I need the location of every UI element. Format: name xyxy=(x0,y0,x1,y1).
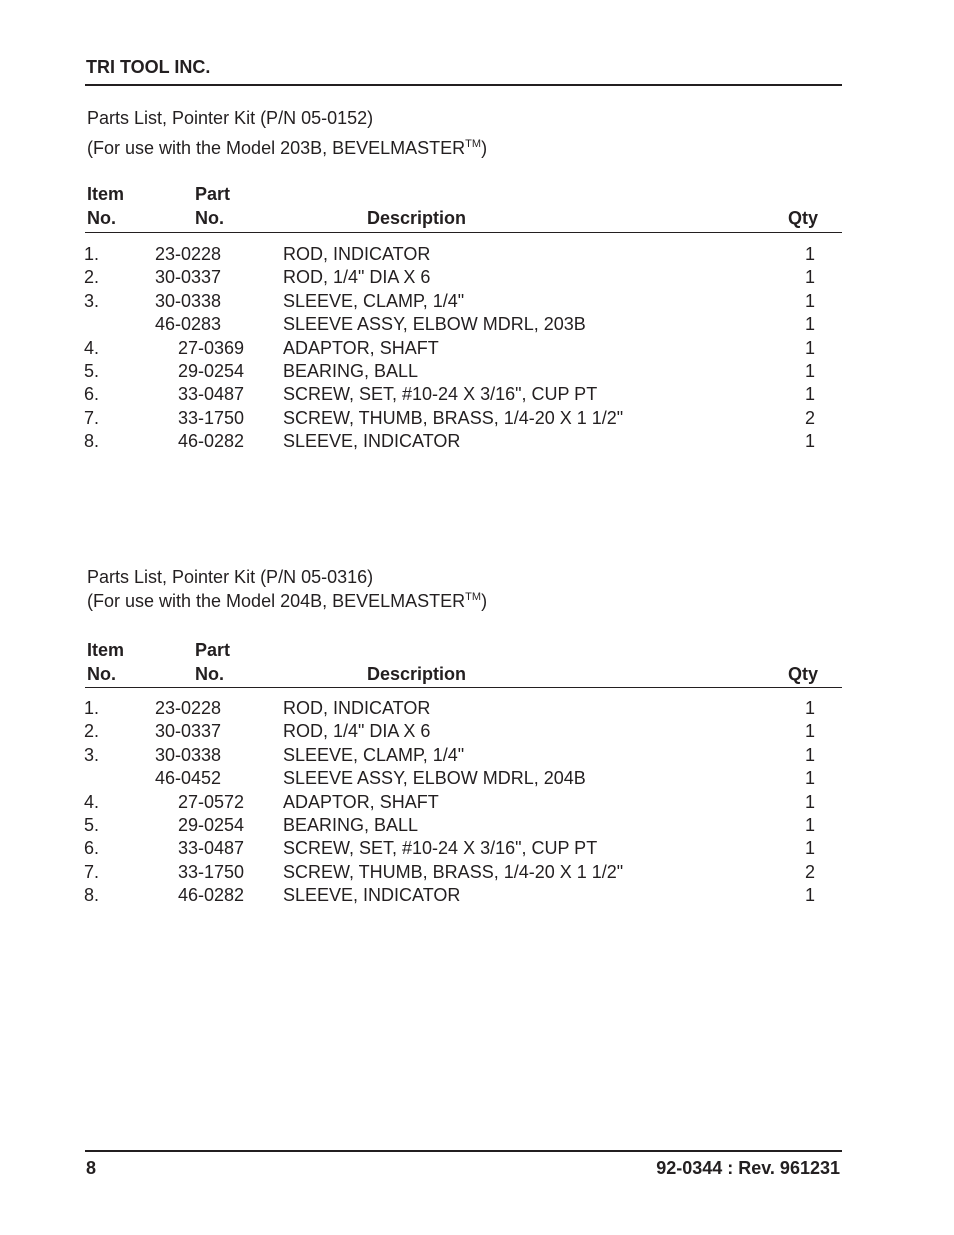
quantity: 1 xyxy=(805,314,816,335)
document-revision: 92-0344 : Rev. 961231 xyxy=(656,1158,840,1178)
quantity: 1 xyxy=(805,360,816,381)
quantity: 1 xyxy=(805,244,816,264)
quantity: 1 xyxy=(805,791,816,812)
table-row xyxy=(0,291,954,314)
part-number: 46-0282 xyxy=(178,431,245,452)
parts-table xyxy=(0,244,954,455)
part-description: SLEEVE, CLAMP, 1/4" xyxy=(283,290,465,311)
item-number: 8. xyxy=(84,431,100,452)
quantity: 1 xyxy=(805,768,816,789)
column-header-part-no: No. xyxy=(195,208,224,228)
parts-list-subtitle xyxy=(87,591,487,612)
column-header-part-no: No. xyxy=(195,664,224,684)
item-number: 7. xyxy=(84,407,100,428)
part-description: SLEEVE, CLAMP, 1/4" xyxy=(283,744,465,765)
item-number: 5. xyxy=(84,814,100,835)
part-number: 30-0337 xyxy=(155,267,222,288)
item-number: 4. xyxy=(84,791,100,812)
table-row xyxy=(0,745,954,768)
subtitle-close: ) xyxy=(481,138,488,158)
part-description: SCREW, SET, #10-24 X 3/16", CUP PT xyxy=(283,838,598,859)
part-description: SCREW, THUMB, BRASS, 1/4-20 X 1 1/2" xyxy=(283,407,624,428)
parts-list-subtitle xyxy=(87,138,487,159)
part-number: 29-0254 xyxy=(178,360,245,381)
column-header-rule xyxy=(85,687,842,688)
quantity: 1 xyxy=(805,267,816,288)
part-description: ROD, 1/4" DIA X 6 xyxy=(283,267,431,288)
part-number: 33-0487 xyxy=(178,838,245,859)
item-number: 6. xyxy=(84,838,100,859)
part-number: 30-0338 xyxy=(155,290,222,311)
part-number: 27-0369 xyxy=(178,337,245,358)
column-header-item-no: No. xyxy=(87,208,116,228)
trademark-mark: TM xyxy=(465,138,482,150)
part-description: SCREW, SET, #10-24 X 3/16", CUP PT xyxy=(283,384,598,405)
column-header-rule xyxy=(85,232,842,233)
part-number: 33-1750 xyxy=(178,407,245,428)
part-description: ROD, INDICATOR xyxy=(283,244,431,264)
part-description: BEARING, BALL xyxy=(283,814,419,835)
part-number: 29-0254 xyxy=(178,814,245,835)
item-number: 6. xyxy=(84,384,100,405)
table-row xyxy=(0,267,954,290)
part-number: 23-0228 xyxy=(155,698,222,718)
part-description: SLEEVE ASSY, ELBOW MDRL, 203B xyxy=(283,314,586,335)
part-description: SLEEVE, INDICATOR xyxy=(283,431,461,452)
item-number: 1. xyxy=(84,698,100,718)
part-number: 30-0338 xyxy=(155,744,222,765)
column-header-item-no: No. xyxy=(87,664,116,684)
part-number: 33-0487 xyxy=(178,384,245,405)
quantity: 1 xyxy=(805,838,816,859)
column-header-part: Part xyxy=(195,184,231,204)
quantity: 2 xyxy=(805,407,816,428)
header-rule xyxy=(85,84,842,86)
part-description: BEARING, BALL xyxy=(283,360,419,381)
table-row xyxy=(0,768,954,791)
column-header-description: Description xyxy=(367,208,467,228)
footer-rule xyxy=(85,1150,842,1152)
part-number: 33-1750 xyxy=(178,861,245,882)
table-row xyxy=(0,815,954,838)
item-number: 8. xyxy=(84,885,100,906)
item-number: 7. xyxy=(84,861,100,882)
part-number: 27-0572 xyxy=(178,791,245,812)
quantity: 1 xyxy=(805,721,816,742)
table-row xyxy=(0,721,954,744)
table-row xyxy=(0,792,954,815)
item-number: 3. xyxy=(84,744,100,765)
part-description: ADAPTOR, SHAFT xyxy=(283,791,439,812)
subtitle-text: (For use with the Model 203B, BEVELMASTER xyxy=(87,138,466,158)
quantity: 1 xyxy=(805,698,816,718)
column-header-item: Item xyxy=(87,640,125,660)
part-number: 46-0283 xyxy=(155,314,222,335)
item-number: 5. xyxy=(84,360,100,381)
part-number: 30-0337 xyxy=(155,721,222,742)
table-row xyxy=(0,885,954,908)
table-row xyxy=(0,838,954,861)
table-row xyxy=(0,244,954,267)
column-header-description: Description xyxy=(367,664,467,684)
table-row xyxy=(0,698,954,721)
part-description: SLEEVE ASSY, ELBOW MDRL, 204B xyxy=(283,768,586,789)
table-row xyxy=(0,314,954,337)
part-number: 46-0452 xyxy=(155,768,222,789)
company-name: TRI TOOL INC. xyxy=(86,57,211,77)
quantity: 1 xyxy=(805,744,816,765)
quantity: 2 xyxy=(805,861,816,882)
part-description: ROD, INDICATOR xyxy=(283,698,431,718)
part-description: ADAPTOR, SHAFT xyxy=(283,337,439,358)
page-number: 8 xyxy=(86,1158,97,1178)
quantity: 1 xyxy=(805,290,816,311)
item-number: 4. xyxy=(84,337,100,358)
column-header-qty: Qty xyxy=(788,664,819,684)
item-number: 2. xyxy=(84,267,100,288)
table-row xyxy=(0,431,954,454)
table-row xyxy=(0,408,954,431)
subtitle-close: ) xyxy=(481,591,488,611)
part-number: 23-0228 xyxy=(155,244,222,264)
column-header-item: Item xyxy=(87,184,125,204)
item-number: 2. xyxy=(84,721,100,742)
quantity: 1 xyxy=(805,384,816,405)
parts-list-title: Parts List, Pointer Kit (P/N 05-0152) xyxy=(87,108,374,128)
quantity: 1 xyxy=(805,431,816,452)
trademark-mark: TM xyxy=(465,591,482,603)
column-header-part: Part xyxy=(195,640,231,660)
part-description: SLEEVE, INDICATOR xyxy=(283,885,461,906)
table-row xyxy=(0,862,954,885)
table-row xyxy=(0,361,954,384)
part-description: ROD, 1/4" DIA X 6 xyxy=(283,721,431,742)
column-header-qty: Qty xyxy=(788,208,819,228)
subtitle-text: (For use with the Model 204B, BEVELMASTER xyxy=(87,591,466,611)
table-row xyxy=(0,338,954,361)
item-number: 3. xyxy=(84,290,100,311)
table-row xyxy=(0,384,954,407)
part-description: SCREW, THUMB, BRASS, 1/4-20 X 1 1/2" xyxy=(283,861,624,882)
quantity: 1 xyxy=(805,885,816,906)
quantity: 1 xyxy=(805,814,816,835)
part-number: 46-0282 xyxy=(178,885,245,906)
item-number: 1. xyxy=(84,244,100,264)
parts-list-title: Parts List, Pointer Kit (P/N 05-0316) xyxy=(87,567,374,587)
quantity: 1 xyxy=(805,337,816,358)
parts-table xyxy=(0,698,954,909)
